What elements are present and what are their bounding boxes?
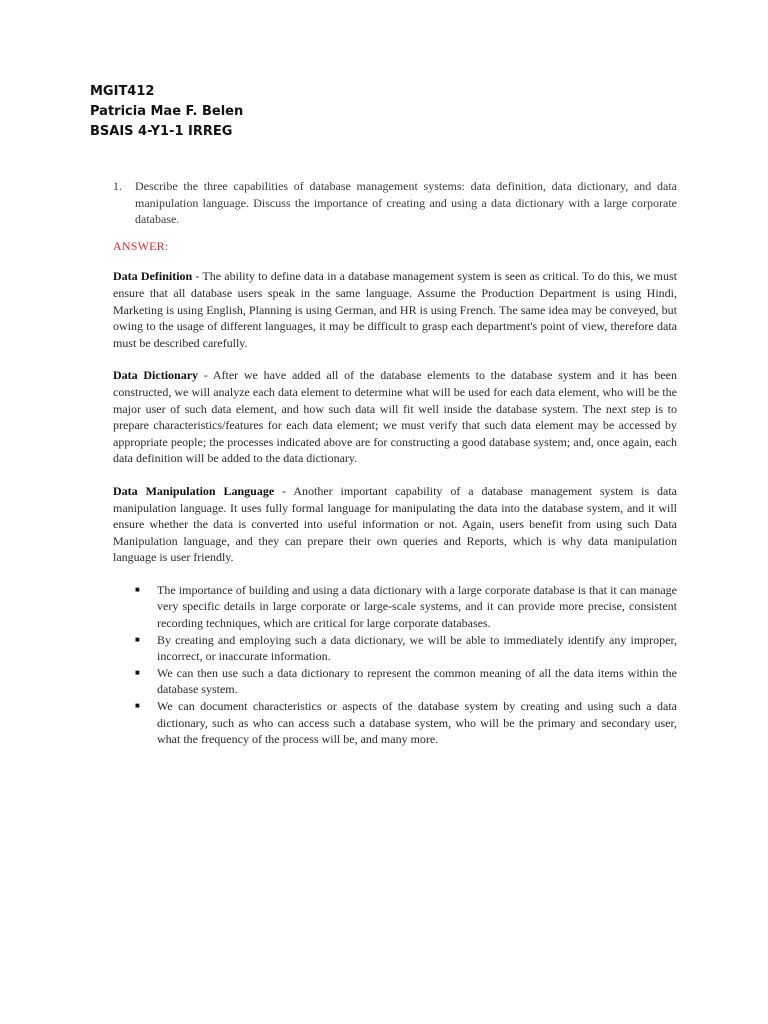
list-item-text: We can document characteristics or aspects of the database system by creating and using such a data dictionary, such as who can access such a database system, who will be the primary and secondary user, what the frequency of the process will be, and many more.	[157, 699, 677, 747]
question-text: Describe the three capabilities of database management systems: data definition, data dictionary, and data manipulation language. Discuss the importance of creating and using a data dictionary with a large corporate database.	[135, 179, 677, 227]
list-item	[113, 632, 677, 665]
document-body	[113, 178, 677, 748]
paragraph-text: - Another important capability of a database management system is data manipulation language. It uses fully formal language for manipulating the data into the database system, and it will ensure whether the data is converted into useful information or not. Again, users benefit from using such Data Manipulation language, and they can prepare their own queries and Reports, which is why data manipulation language is user friendly.	[113, 483, 678, 565]
paragraph-data-definition	[113, 268, 677, 351]
square-bullet-icon: ■	[135, 584, 140, 594]
bullet-list	[113, 582, 677, 748]
list-item	[113, 665, 677, 698]
document-header	[90, 82, 243, 142]
course-code: MGIT412	[90, 84, 155, 99]
paragraph-text: - After we have added all of the database elements to the database system and it has been constructed, we will analyze each data element to determine what will be used for each data element, who will be the major user of such data element, and how such data will fit well inside the database system. The next step is to prepare characteristics/features for each data element; we must verify that such data element may be accessed by appropriate people; the processes indicated above are for constructing a good database system; and, once again, each data definition will be added to the data dictionary.	[113, 368, 677, 466]
list-item	[113, 698, 677, 748]
list-item-text: By creating and employing such a data dictionary, we will be able to immediately identify any improper, incorrect, or inaccurate information.	[157, 632, 677, 664]
section-label: BSAIS 4-Y1-1 IRREG	[90, 124, 233, 139]
square-bullet-icon: ■	[135, 667, 140, 677]
square-bullet-icon: ■	[135, 701, 140, 711]
term-data-dictionary: Data Dictionary	[113, 368, 199, 383]
list-item	[113, 582, 677, 632]
student-name: Patricia Mae F. Belen	[90, 104, 244, 119]
answer-label: ANSWER:	[113, 238, 169, 253]
list-item-text: The importance of building and using a data dictionary with a large corporate database is that it can manage very specific details in large corporate or large-scale systems, and it can provide more precise, consistent recording techniques, which are critical for large corporate databases.	[157, 582, 677, 631]
term-data-definition: Data Definition	[113, 269, 193, 284]
paragraph-data-dictionary	[113, 367, 677, 467]
square-bullet-icon: ■	[135, 634, 140, 644]
question-item	[113, 178, 677, 228]
term-data-manipulation-language: Data Manipulation Language	[113, 483, 275, 498]
question-number: 1.	[113, 179, 122, 193]
paragraph-text: - The ability to define data in a database management system is seen as critical. To do this, we must ensure that all database users speak in the same language. Assume the Production Department is using Hindi, Marketing is using English, Planning is using German, and HR is using French. The same idea may be conveyed, but owing to the usage of different languages, it may be difficult to grasp each department's point of view, therefore data must be described carefully.	[113, 269, 678, 350]
list-item-text: We can then use such a data dictionary to represent the common meaning of all the data items within the database system.	[157, 665, 677, 697]
paragraph-data-manipulation-language	[113, 483, 677, 566]
